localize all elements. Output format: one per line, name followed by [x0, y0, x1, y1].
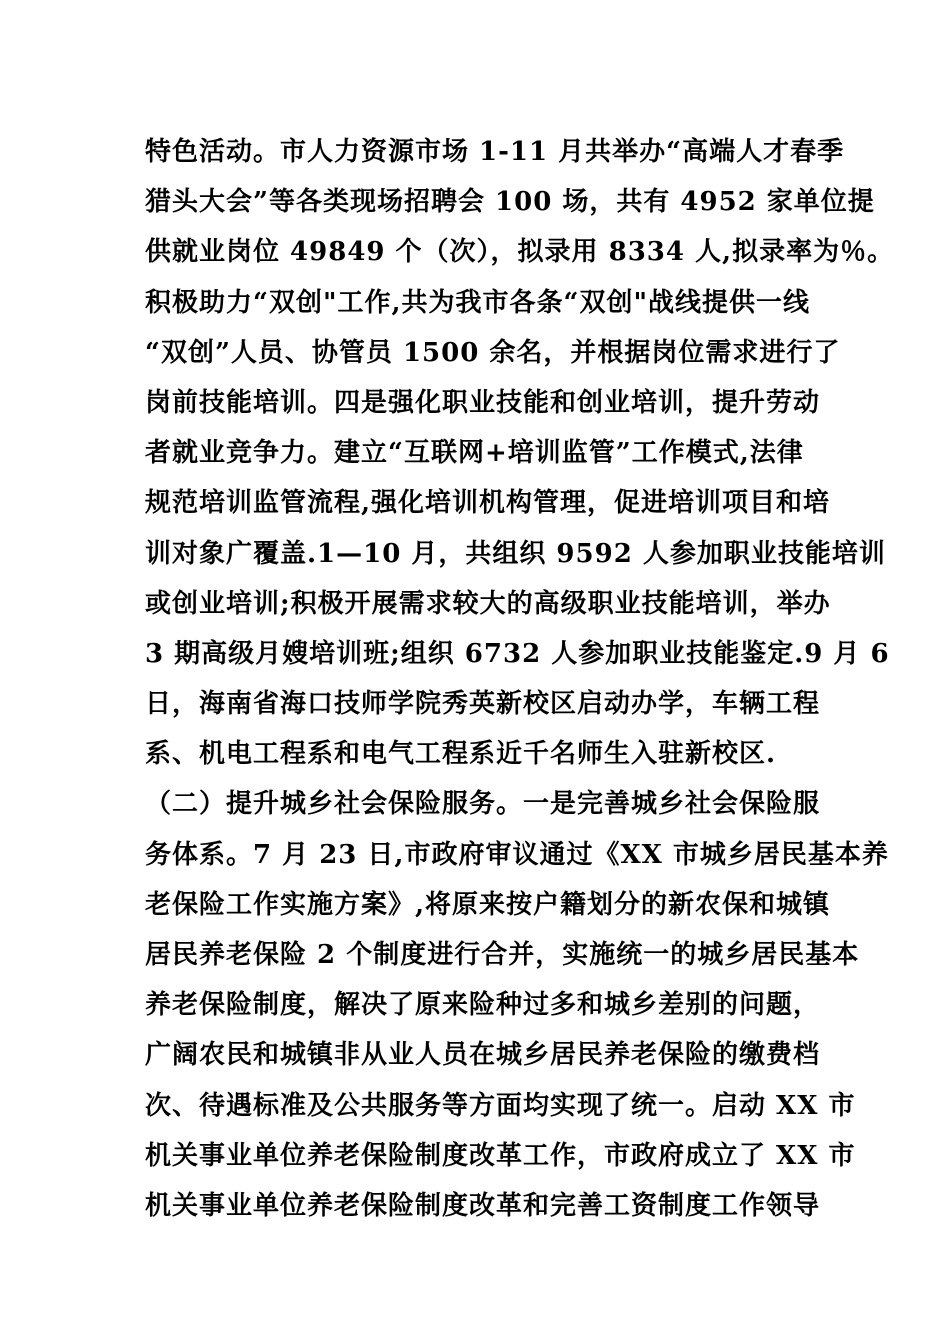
text-line: 训对象广覆盖.1—10 月，共组织 9592 人参加职业技能培训	[145, 538, 886, 569]
text-line: 养老保险制度，解决了原来险种过多和城乡差别的问题，	[145, 990, 821, 1021]
text-line: 供就业岗位 49849 个（次），拟录用 8334 人,拟录率为％。	[145, 237, 895, 268]
text-line: 务体系。7 月 23 日,市政府审议通过《XX 市城乡居民基本养	[145, 839, 889, 870]
text-line: “双创”人员、协管员 1500 余名，并根据岗位需求进行了	[145, 337, 841, 368]
text-line: 广阔农民和城镇非从业人员在城乡居民养老保险的缴费档	[145, 1040, 821, 1071]
text-line: 3 期高级月嫂培训班;组织 6732 人参加职业技能鉴定.9 月 6	[145, 638, 890, 669]
text-line: 者就业竞争力。建立“互联网+培训监管”工作模式,法律	[145, 438, 804, 469]
text-line: 老保险工作实施方案》,将原来按户籍划分的新农保和城镇	[145, 889, 831, 920]
text-line: 或创业培训;积极开展需求较大的高级职业技能培训，举办	[145, 588, 831, 619]
body-text	[145, 127, 895, 1231]
text-line: 居民养老保险 2 个制度进行合并，实施统一的城乡居民基本	[145, 940, 860, 970]
text-line: 岗前技能培训。四是强化职业技能和创业培训，提升劳动	[145, 387, 821, 418]
text-line: 次、待遇标准及公共服务等方面均实现了统一。启动 XX 市	[145, 1090, 856, 1121]
section-heading-line: （二）提升城乡社会保险服务。一是完善城乡社会保险服	[145, 789, 821, 820]
text-line: 日，海南省海口技师学院秀英新校区启动办学，车辆工程	[145, 689, 821, 720]
text-line: 特色活动。市人力资源市场 1-11 月共举办“高端人才春季	[145, 137, 845, 167]
text-line: 规范培训监管流程,强化培训机构管理，促进培训项目和培	[145, 488, 831, 519]
text-line: 系、机电工程系和电气工程系近千名师生入驻新校区.	[145, 739, 777, 770]
text-line: 积极助力“双创"工作,共为我市各条“双创"战线提供一线	[145, 287, 811, 318]
text-line: 猎头大会”等各类现场招聘会 100 场，共有 4952 家单位提	[145, 187, 875, 218]
text-line: 机关事业单位养老保险制度改革和完善工资制度工作领导	[145, 1190, 821, 1221]
text-line: 机关事业单位养老保险制度改革工作，市政府成立了 XX 市	[145, 1140, 856, 1171]
